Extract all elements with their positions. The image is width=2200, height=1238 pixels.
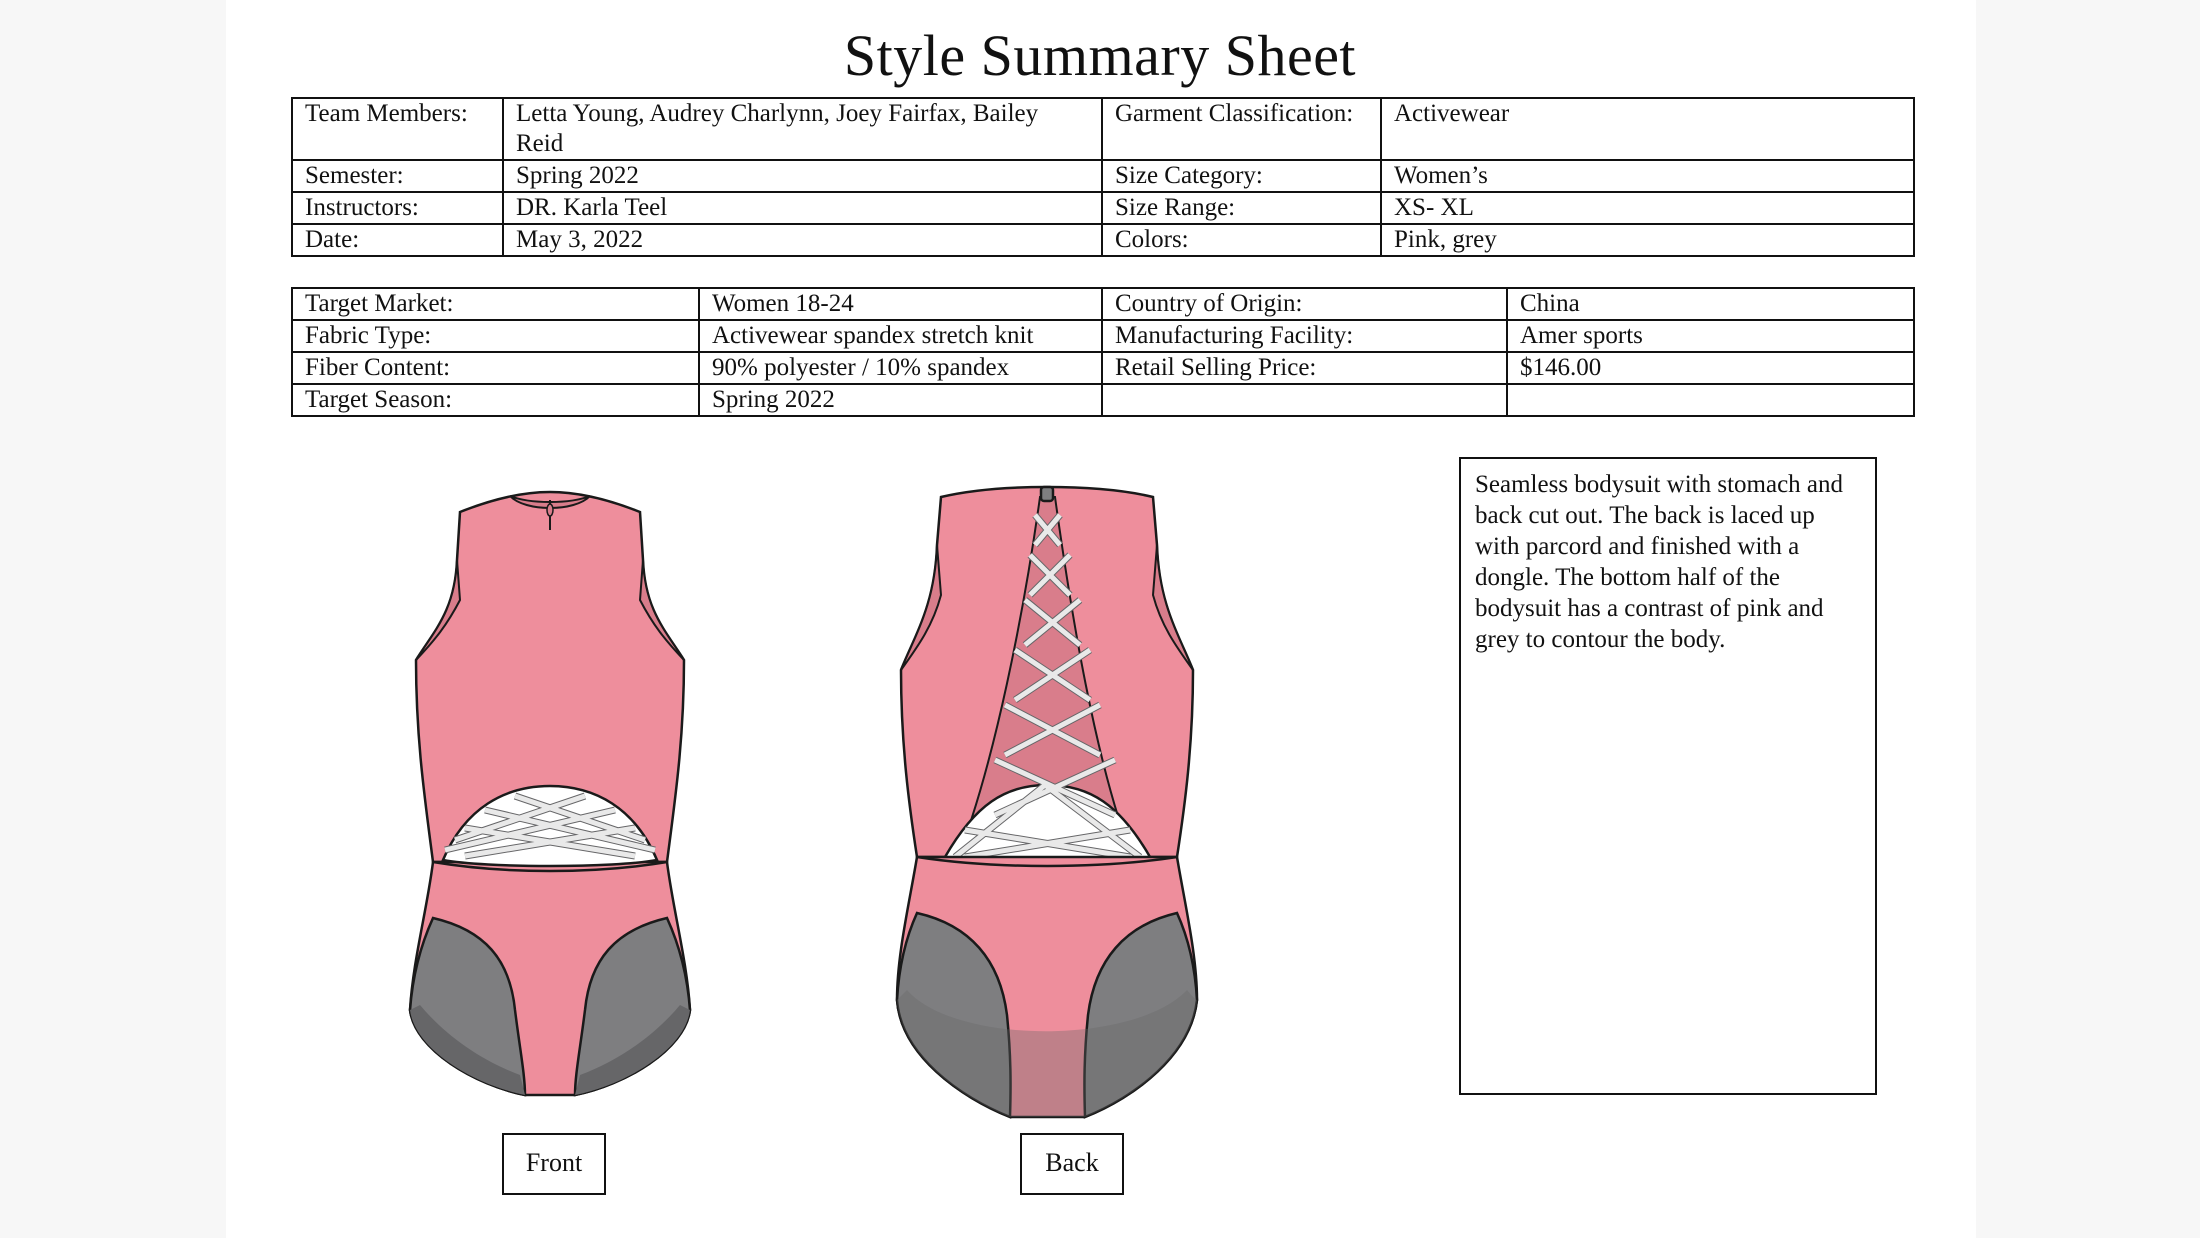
table-row	[292, 288, 1914, 320]
table-row	[292, 160, 1914, 192]
row-label: Instructors:	[292, 192, 503, 224]
row-label: Semester:	[292, 160, 503, 192]
dongle-icon	[1041, 487, 1053, 501]
row-label: Team Members:	[292, 98, 503, 160]
bodysuit-front-sketch	[405, 490, 695, 1105]
table-row	[292, 192, 1914, 224]
row-value: Amer sports	[1507, 320, 1914, 352]
row-label: Colors:	[1102, 224, 1381, 256]
row-value: Women 18-24	[699, 288, 1102, 320]
table-row	[292, 352, 1914, 384]
style-description: Seamless bodysuit with stomach and back cut out. The back is laced up with parcord and finished with a dongle. The bottom half of the bodysuit has a contrast of pink and grey to contour the body.	[1459, 457, 1877, 1095]
front-caption: Front	[502, 1133, 606, 1195]
row-value: 90% polyester / 10% spandex	[699, 352, 1102, 384]
table-row	[292, 384, 1914, 416]
front-keyhole-button	[547, 504, 553, 516]
table-row	[292, 224, 1914, 256]
row-value: Activewear	[1381, 98, 1914, 160]
table-row	[292, 320, 1914, 352]
row-label: Country of Origin:	[1102, 288, 1507, 320]
row-value: DR. Karla Teel	[503, 192, 1102, 224]
row-value: XS- XL	[1381, 192, 1914, 224]
row-value: Spring 2022	[503, 160, 1102, 192]
row-label	[1102, 384, 1507, 416]
row-value: Letta Young, Audrey Charlynn, Joey Fairfax, Bailey Reid	[503, 98, 1102, 160]
row-value: China	[1507, 288, 1914, 320]
row-label: Date:	[292, 224, 503, 256]
table-row	[292, 98, 1914, 160]
row-value	[1507, 384, 1914, 416]
row-value: Activewear spandex stretch knit	[699, 320, 1102, 352]
row-label: Fabric Type:	[292, 320, 699, 352]
row-label: Target Season:	[292, 384, 699, 416]
row-label: Size Category:	[1102, 160, 1381, 192]
row-label: Target Market:	[292, 288, 699, 320]
back-caption: Back	[1020, 1133, 1124, 1195]
row-label: Fiber Content:	[292, 352, 699, 384]
row-label: Garment Classification:	[1102, 98, 1381, 160]
bodysuit-back-sketch	[895, 485, 1200, 1120]
row-value: Women’s	[1381, 160, 1914, 192]
row-value: Spring 2022	[699, 384, 1102, 416]
info-table-secondary	[291, 287, 1915, 417]
info-table-primary	[291, 97, 1915, 257]
row-label: Size Range:	[1102, 192, 1381, 224]
row-value: Pink, grey	[1381, 224, 1914, 256]
row-label: Manufacturing Facility:	[1102, 320, 1507, 352]
page-title: Style Summary Sheet	[843, 23, 1357, 88]
row-label: Retail Selling Price:	[1102, 352, 1507, 384]
row-value: $146.00	[1507, 352, 1914, 384]
row-value: May 3, 2022	[503, 224, 1102, 256]
